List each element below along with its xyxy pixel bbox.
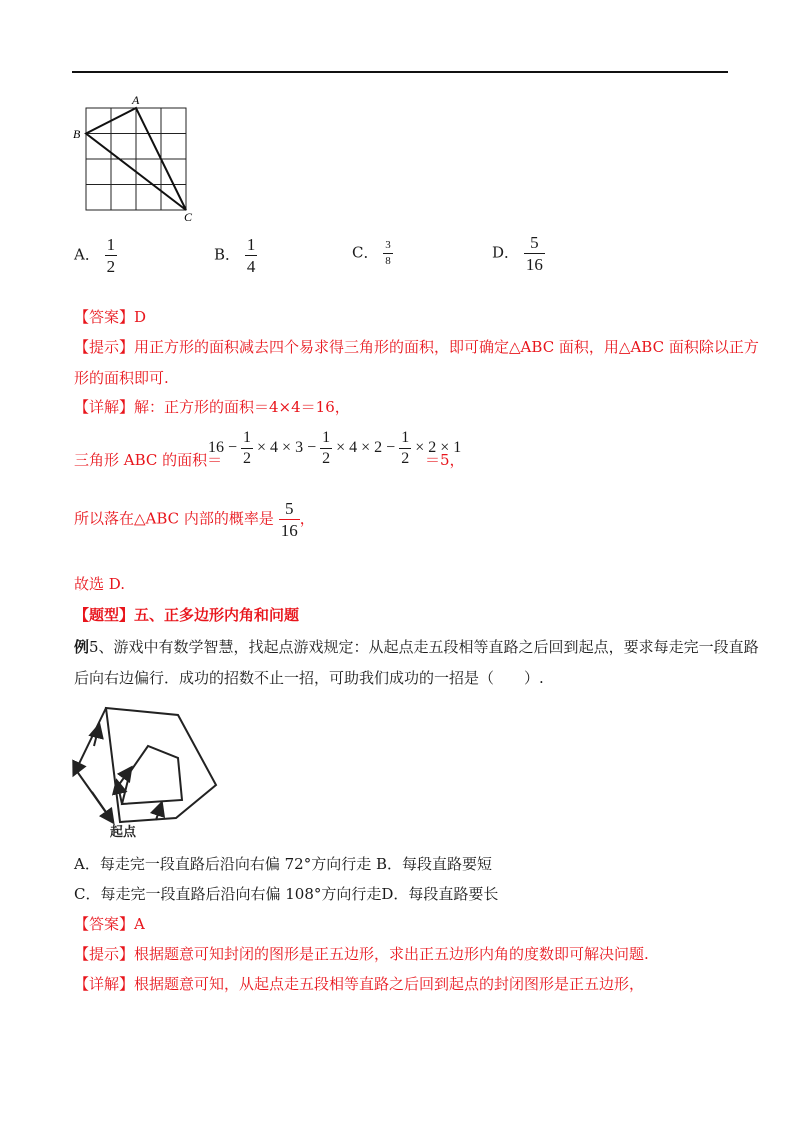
fraction-half: $\frac{1}{2}$ <box>322 429 331 467</box>
area-expression: 16 − $\frac{1}{2}$ × 4 × 3 − $\frac{1}{2}$ × 4 × 2 − $\frac{1}{2}$ × 2 × 1 <box>208 429 462 467</box>
q5-hint: 【提示】根据题意可知封闭的图形是正五边形，求出正五边形内角的度数即可解决问题. <box>74 945 649 963</box>
q4-probability: 所以落在△ABC 内部的概率是 $\frac{5}{16}$ ， <box>74 499 315 540</box>
fraction: $\frac{1}{2}$ <box>106 235 116 276</box>
header-rule <box>72 71 728 73</box>
vertex-b-label: B <box>73 127 81 141</box>
fraction-probability: $\frac{5}{16}$ <box>280 499 298 540</box>
q4-detail-line1: 【详解】解：正方形的面积＝4×4＝16， <box>74 398 350 416</box>
q5-option-b[interactable]: B．每段直路要短 <box>375 855 493 873</box>
q5-option-a[interactable]: A．每走完一段直路后沿向右偏 72°方向行走 <box>74 855 372 873</box>
q4-choose: 故选 D. <box>74 575 126 593</box>
fraction: $\frac{5}{16}$ <box>525 233 543 274</box>
q5-stem-line2: 后向右边偏行．成功的招数不止一招，可助我们成功的一招是（ ）. <box>74 669 544 687</box>
start-point-label: 起点 <box>110 825 137 840</box>
q4-option-b[interactable]: B． $\frac{1}{4}$ <box>214 235 256 276</box>
q5-options-row2 <box>74 884 498 904</box>
q4-hint-line2: 形的面积即可. <box>74 369 169 387</box>
q5-stem-line1: 例5、游戏中有数学智慧，找起点游戏规定：从起点走五段相等直路之后回到起点，要求每走完一段直路 <box>74 638 759 656</box>
q5-answer: 【答案】A <box>74 915 145 933</box>
fraction-half: $\frac{1}{2}$ <box>243 429 252 467</box>
q4-option-d[interactable]: D． $\frac{5}{16}$ <box>492 233 543 274</box>
grid-triangle-figure <box>70 92 200 222</box>
outer-start-segment <box>76 708 106 770</box>
q4-area-label: 三角形 ABC 的面积＝ <box>74 451 223 469</box>
q5-options-row1 <box>74 854 492 874</box>
q5-option-c[interactable]: C．每走完一段直路后沿向右偏 108°方向行走 <box>74 885 382 903</box>
fraction: $\frac{1}{4}$ <box>246 235 256 276</box>
q4-answer: 【答案】D <box>74 308 147 326</box>
q5-option-d[interactable]: D．每段直路要长 <box>381 885 499 903</box>
q5-detail: 【详解】根据题意可知，从起点走五段相等直路之后回到起点的封闭图形是正五边形， <box>74 975 645 993</box>
q4-hint-line1: 【提示】用正方形的面积减去四个易求得三角形的面积，即可确定△ABC 面积，用△ABC 面积除以正方 <box>74 338 759 356</box>
q4-option-a[interactable]: A． $\frac{1}{2}$ <box>74 235 116 276</box>
fraction-half: $\frac{1}{2}$ <box>401 429 410 467</box>
q4-area-result: ＝5， <box>425 451 465 469</box>
fraction: $\frac{3}{8}$ <box>385 239 391 267</box>
vertex-c-label: C <box>184 210 193 222</box>
vertex-a-label: A <box>132 93 140 107</box>
section-heading: 【题型】五、正多边形内角和问题 <box>74 606 300 624</box>
inner-path <box>122 746 182 804</box>
pentagon-path-figure <box>70 700 230 840</box>
q4-option-c[interactable]: C． $\frac{3}{8}$ <box>352 239 391 267</box>
grid-lines <box>86 108 186 210</box>
